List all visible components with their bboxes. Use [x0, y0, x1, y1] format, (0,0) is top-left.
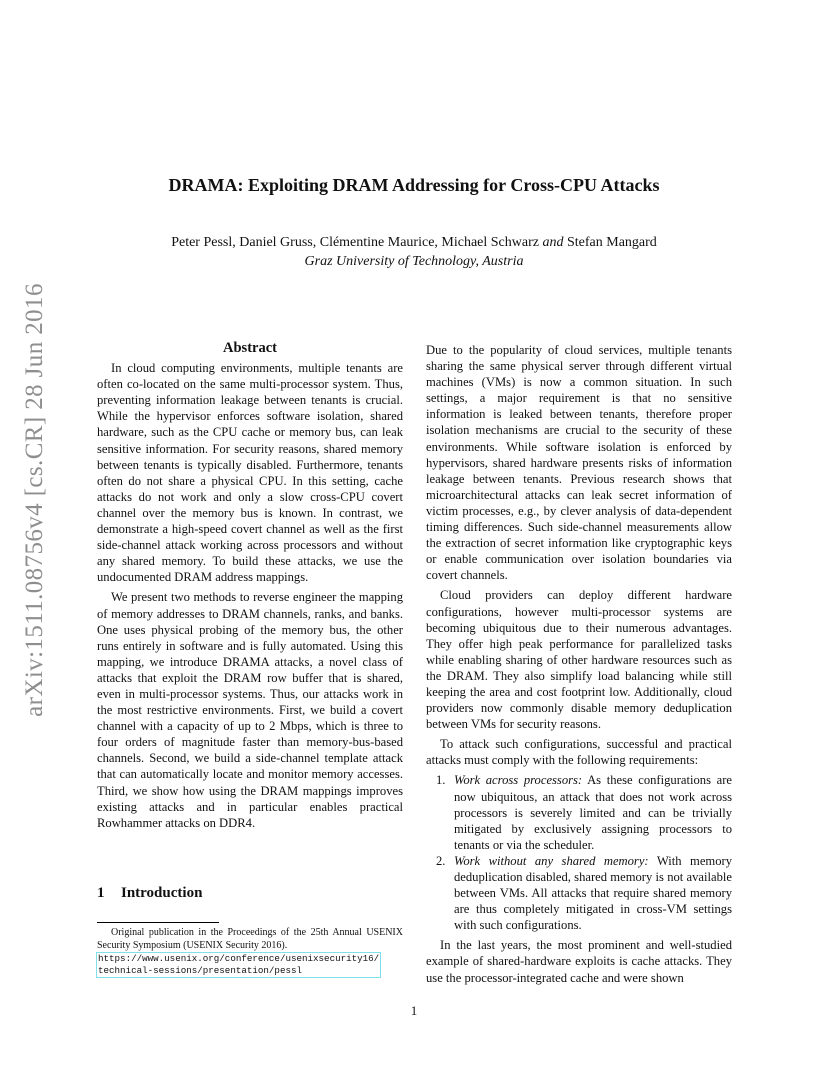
section-number: 1	[97, 885, 105, 901]
list-item	[426, 853, 732, 933]
list-item-number: 1.	[436, 773, 446, 788]
footnote-link-line-2[interactable]: technical-sessions/presentation/pessl	[98, 965, 302, 976]
list-item-text: As these configurations are now ubiquitous, an attack that does not work across processors is severely limited and can be trivially mitigated by exclusively assigning processors to tenants or via the scheduler.	[454, 773, 732, 852]
list-item-label: Work across processors:	[454, 773, 583, 788]
requirements-list	[426, 772, 732, 933]
arxiv-identifier-text: arXiv:1511.08756v4 [cs.CR] 28 Jun 2016	[21, 283, 48, 717]
list-item	[426, 772, 732, 852]
abstract-heading: Abstract	[223, 340, 277, 356]
page-number: 1	[410, 1003, 418, 1018]
author-affiliation: Graz University of Technology, Austria	[304, 254, 524, 269]
intro-paragraph: Cloud providers can deploy different hardware configurations, however multi-processor systems are becoming ubiquitous due to their numerous advantages. They offer high peak performance for parallelized tasks while enabling sharing of other hardware resources such as the DRAM. They also simplify load balancing while still keeping the area and cost footprint low. Additionally, cloud providers now commonly disable memory deduplication between VMs for security reasons.	[426, 588, 732, 732]
abstract-paragraph: In cloud computing environments, multiple tenants are often co-located on the same multi-processor system. Thus, preventing information leakage between tenants is crucial. While the hypervisor enforces software isolation, shared hardware, such as the CPU cache or memory bus, can leak sensitive information. For security reasons, shared memory between tenants is typically disabled. Furthermore, tenants often do not share a physical CPU. In this setting, cache attacks do not work and only a slow cross-CPU covert channel over the memory bus is known. In contrast, we demonstrate a high-speed covert channel as well as the first side-channel attack working across processors and without any shared memory. To build these attacks, we use the undocumented DRAM address mappings.	[97, 361, 403, 585]
intro-paragraph: To attack such configurations, successful and practical attacks must comply with the following requirements:	[426, 737, 732, 768]
author-conjunction: and	[542, 235, 564, 250]
paper-title: DRAMA: Exploiting DRAM Addressing for Cross-CPU Attacks	[168, 175, 660, 195]
author-names: Peter Pessl, Daniel Gruss, Clémentine Maurice, Michael Schwarz	[171, 235, 539, 250]
arxiv-identifier-stamp	[20, 283, 50, 717]
intro-paragraph: Due to the popularity of cloud services, multiple tenants sharing the same physical server through different virtual machines (VMs) is now a common situation. In such settings, a major requirement is that no sensitive information is leaked between tenants, therefore proper isolation mechanisms are crucial to the security of these environments. While software isolation is enforced by hypervisors, shared hardware presents risks of information leakage between tenants. Previous research shows that microarchitectural attacks can leak secret information of victim processes, e.g., by clever analysis of data-dependent timing differences. Such side-channel measurements allow the extraction of secret information like cryptographic keys or enable communication over isolation boundaries via covert channels.	[426, 343, 732, 583]
footnote-link[interactable]	[97, 953, 380, 977]
list-item-text: With memory deduplication disabled, shared memory is not available between VMs. All attacks that require shared memory are thus completely mitigated in cross-VM settings with such configurations.	[454, 853, 733, 933]
intro-paragraph: In the last years, the most prominent and well-studied example of shared-hardware exploits is cache attacks. They use the processor-integrated cache and were shown	[426, 938, 732, 985]
footnote-link-line-1[interactable]: https://www.usenix.org/conference/usenixsecurity16/	[98, 953, 380, 964]
author-list	[0, 233, 828, 253]
footnote-text: Original publication in the Proceedings of the 25th Annual USENIX Security Symposium (USENIX Security 2016).	[97, 927, 403, 951]
footnote-divider	[97, 922, 219, 923]
footnote	[97, 927, 403, 978]
abstract-paragraph: We present two methods to reverse engineer the mapping of memory addresses to DRAM channels, ranks, and banks. One uses physical probing of the memory bus, the other runs entirely in software and is fully automated. Using this mapping, we introduce DRAMA attacks, a novel class of attacks that exploit the DRAM row buffer that is shared, even in multi-processor systems. Thus, our attacks work in the most restrictive environments. First, we build a covert channel with a capacity of up to 2 Mbps, which is three to four orders of magnitude faster than memory-bus-based channels. Second, we build a side-channel template attack that can automatically locate and monitor memory accesses. Third, we show how using the DRAM mappings improves existing attacks and in particular enables practical Rowhammer attacks on DDR4.	[97, 590, 403, 830]
section-heading-introduction	[97, 885, 202, 902]
list-item-label: Work without any shared memory:	[454, 853, 649, 868]
list-item-number: 2.	[436, 853, 446, 868]
author-last-name: Stefan Mangard	[566, 235, 657, 250]
section-title: Introduction	[121, 885, 203, 901]
introduction-column	[426, 342, 732, 990]
abstract-column	[97, 340, 403, 835]
